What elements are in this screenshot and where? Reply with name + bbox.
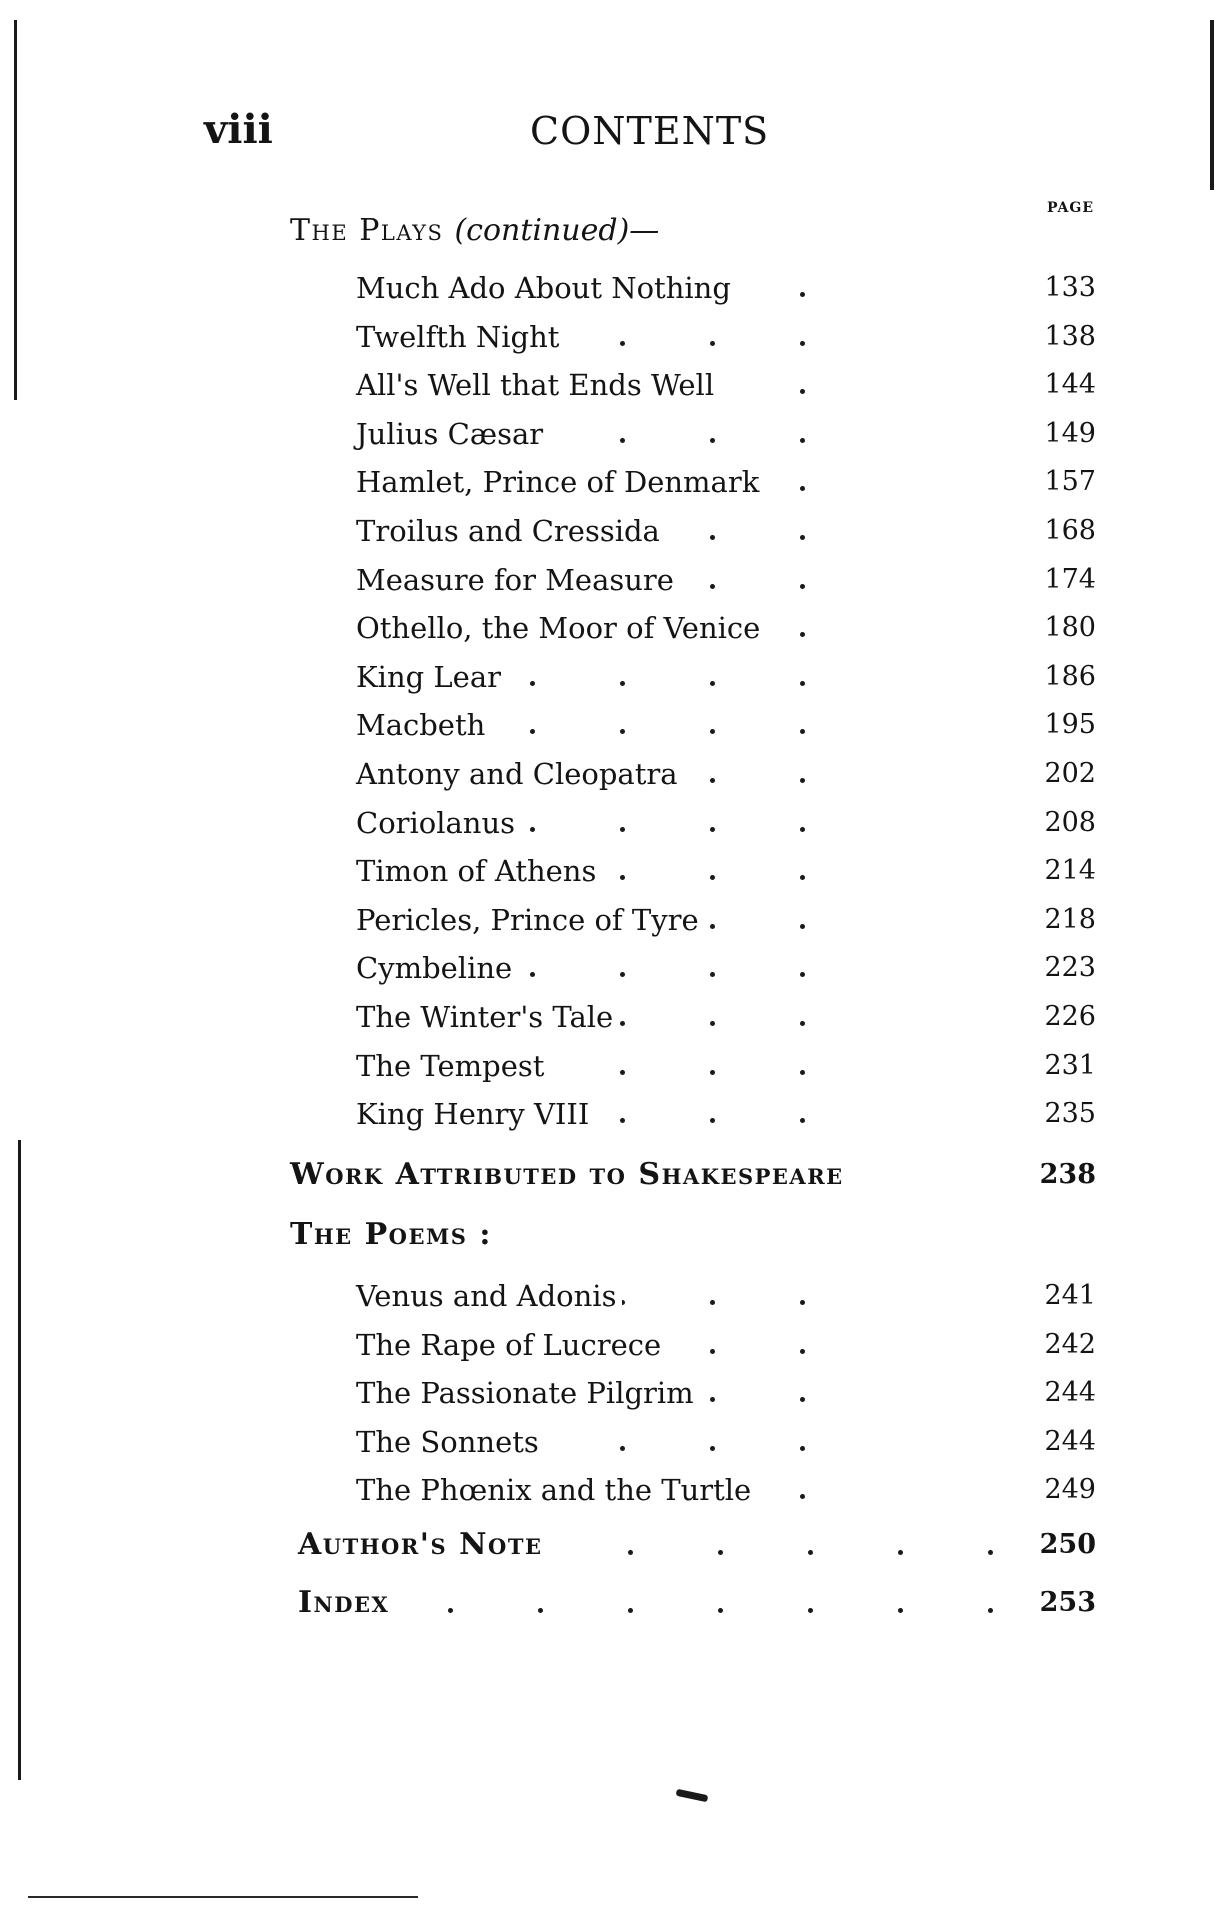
- play-entry-title: All's Well that Ends Well: [356, 365, 720, 405]
- poem-entry: [356, 1470, 1096, 1510]
- leader-dot: [800, 827, 805, 832]
- leader-dot: [800, 438, 805, 443]
- leader-dot: [710, 778, 715, 783]
- leader-dot: [800, 486, 805, 491]
- play-entry-title: Much Ado About Nothing: [356, 268, 737, 308]
- play-entry-title: Julius Cæsar: [356, 414, 549, 454]
- play-entry-page: 223: [1044, 952, 1096, 984]
- play-entry: [356, 414, 1096, 454]
- leader-dot: [620, 875, 625, 880]
- poem-entry-title: Venus and Adonis: [356, 1276, 622, 1316]
- leader-dot: [710, 438, 715, 443]
- play-entry-title: King Lear: [356, 657, 507, 697]
- leader-dot: [800, 729, 805, 734]
- leader-dot: [710, 1349, 715, 1354]
- poem-entry-page: 241: [1044, 1280, 1096, 1311]
- play-entry: [356, 900, 1096, 940]
- poem-entry-title: The Sonnets: [356, 1422, 545, 1462]
- leader-dot: [710, 681, 715, 686]
- plays-heading-label: The Plays: [290, 213, 444, 248]
- play-entry-page: 157: [1044, 466, 1096, 498]
- play-entry-title: Measure for Measure: [356, 560, 680, 600]
- leader-dot: [718, 1550, 723, 1555]
- play-entry: [356, 268, 1096, 308]
- play-entry-title: Pericles, Prince of Tyre: [356, 900, 705, 940]
- leader-dot: [800, 584, 805, 589]
- poem-entry: [356, 1325, 1096, 1365]
- play-entry-title: Macbeth: [356, 705, 491, 745]
- play-entry-page: 195: [1044, 709, 1096, 741]
- attributed-entry: [290, 1154, 1096, 1196]
- index-page: 253: [1039, 1587, 1096, 1618]
- play-entry-page: 208: [1044, 806, 1096, 838]
- play-entry-title: Cymbeline: [356, 948, 518, 988]
- play-entry: [356, 365, 1096, 405]
- play-entry-title: Hamlet, Prince of Denmark: [356, 462, 765, 502]
- play-entry-page: 174: [1044, 563, 1096, 595]
- leader-dot: [530, 729, 535, 734]
- play-entry: [356, 997, 1096, 1037]
- poem-entry-page: 242: [1044, 1328, 1096, 1360]
- page-folio: viii: [204, 106, 273, 153]
- play-entry-title: The Winter's Tale: [356, 997, 619, 1037]
- leader-dot: [800, 1446, 805, 1451]
- index-title: Index: [298, 1585, 390, 1620]
- play-entry-page: 149: [1044, 417, 1096, 449]
- leader-dot: [710, 341, 715, 346]
- index-leader: [298, 1582, 1096, 1624]
- leader-dot: [800, 681, 805, 686]
- leader-dot: [898, 1550, 903, 1555]
- leader-dot: [620, 681, 625, 686]
- signature-mark: [676, 1789, 709, 1803]
- poem-entry-page: 249: [1044, 1474, 1096, 1506]
- play-entry-title: Coriolanus: [356, 803, 521, 843]
- leader-dot: [800, 1494, 805, 1499]
- play-entry: [356, 317, 1096, 357]
- play-entry: [356, 657, 1096, 697]
- play-entry: [356, 705, 1096, 745]
- authors-note-entry: [298, 1524, 1096, 1566]
- play-entry: [356, 608, 1096, 648]
- leader-dot: [620, 1446, 625, 1451]
- leader-dot: [620, 1118, 625, 1123]
- play-entry-page: 186: [1044, 660, 1096, 692]
- leader-dot: [710, 1300, 715, 1305]
- leader-dot: [620, 341, 625, 346]
- poem-entry-page: 244: [1044, 1377, 1096, 1409]
- leader-dot: [710, 875, 715, 880]
- play-entry-page: 138: [1044, 320, 1096, 352]
- play-entry-page: 180: [1044, 612, 1096, 644]
- leader-dot: [800, 924, 805, 929]
- play-entry: [356, 948, 1096, 988]
- leader-dot: [710, 1397, 715, 1402]
- leader-dot: [620, 827, 625, 832]
- left-edge-rule-lower: [18, 1140, 21, 1780]
- poem-entry: [356, 1422, 1096, 1462]
- attributed-title: Work Attributed to Shakespeare: [290, 1157, 844, 1192]
- play-entry-title: King Henry VIII: [356, 1094, 595, 1134]
- page-column-label: PAGE: [1047, 200, 1094, 216]
- play-entry-title: Othello, the Moor of Venice: [356, 608, 766, 648]
- leader-dot: [800, 875, 805, 880]
- leader-dot: [800, 1397, 805, 1402]
- play-entry-title: The Tempest: [356, 1046, 550, 1086]
- leader-dot: [620, 972, 625, 977]
- leader-dot: [538, 1608, 543, 1613]
- leader-dot: [530, 972, 535, 977]
- play-entry-page: 144: [1044, 369, 1096, 401]
- leader-dot: [800, 1118, 805, 1123]
- running-head: CONTENTS: [530, 109, 770, 153]
- poem-entry-title: The Phœnix and the Turtle: [356, 1470, 757, 1510]
- play-entry: [356, 462, 1096, 502]
- leader-dot: [800, 1349, 805, 1354]
- play-entry: [356, 560, 1096, 600]
- play-entry-page: 214: [1044, 855, 1096, 887]
- play-entry: [356, 851, 1096, 891]
- leader-dot: [800, 1300, 805, 1305]
- play-entry-page: 133: [1044, 272, 1096, 303]
- leader-dot: [710, 1070, 715, 1075]
- play-entry-page: 168: [1044, 515, 1096, 546]
- leader-dot: [800, 535, 805, 540]
- play-entry: [356, 1046, 1096, 1086]
- authors-note-title: Author's Note: [298, 1527, 543, 1562]
- leader-dot: [800, 292, 805, 297]
- play-entry: [356, 1094, 1096, 1134]
- leader-dot: [628, 1608, 633, 1613]
- leader-dot: [718, 1608, 723, 1613]
- play-entry-title: Timon of Athens: [356, 851, 602, 891]
- leader-dot: [988, 1608, 993, 1613]
- play-entry-page: 218: [1044, 903, 1096, 935]
- play-entry-page: 231: [1044, 1049, 1096, 1081]
- leader-dot: [628, 1550, 633, 1555]
- right-edge-rule: [1210, 20, 1214, 190]
- poem-entry: [356, 1373, 1096, 1413]
- leader-dot: [710, 1118, 715, 1123]
- index-entry: [298, 1582, 1096, 1624]
- poems-heading: [290, 1217, 492, 1252]
- leader-dot: [988, 1550, 993, 1555]
- play-entry-page: 202: [1044, 758, 1096, 789]
- play-entry-page: 235: [1044, 1098, 1096, 1130]
- leader-dot: [620, 1070, 625, 1075]
- leader-dot: [710, 729, 715, 734]
- play-entry-title: Antony and Cleopatra: [356, 754, 684, 794]
- leader-dot: [898, 1608, 903, 1613]
- leader-dot: [800, 972, 805, 977]
- play-entry-title: Twelfth Night: [356, 317, 565, 357]
- play-entry: [356, 511, 1096, 551]
- leader-dot: [530, 827, 535, 832]
- leader-dot: [620, 729, 625, 734]
- leader-dot: [710, 1021, 715, 1026]
- leader-dot: [800, 341, 805, 346]
- leader-dot: [800, 778, 805, 783]
- leader-dot: [710, 1446, 715, 1451]
- bottom-rule: [28, 1896, 418, 1898]
- plays-heading-continued: (continued)—: [454, 213, 660, 248]
- play-entry: [356, 803, 1096, 843]
- left-edge-rule-upper: [14, 20, 17, 400]
- poem-entry-title: The Rape of Lucrece: [356, 1325, 667, 1365]
- leader-dot: [710, 924, 715, 929]
- plays-heading: [290, 213, 660, 248]
- poem-entry-page: 244: [1044, 1425, 1096, 1457]
- leader-dot: [710, 827, 715, 832]
- play-entry: [356, 754, 1096, 794]
- leader-dot: [448, 1608, 453, 1613]
- play-entry-page: 226: [1044, 1001, 1096, 1032]
- authors-note-page: 250: [1039, 1529, 1096, 1560]
- leader-dot: [808, 1608, 813, 1613]
- leader-dot: [620, 438, 625, 443]
- leader-dot: [710, 584, 715, 589]
- play-entry-title: Troilus and Cressida: [356, 511, 666, 551]
- leader-dot: [808, 1550, 813, 1555]
- poem-entry-title: The Passionate Pilgrim: [356, 1373, 700, 1413]
- leader-dot: [800, 389, 805, 394]
- leader-dot: [800, 1021, 805, 1026]
- leader-dot: [530, 681, 535, 686]
- poem-entry: [356, 1276, 1096, 1316]
- attributed-page: 238: [1039, 1159, 1096, 1190]
- poems-heading-label: The Poems :: [290, 1217, 492, 1252]
- leader-dot: [710, 535, 715, 540]
- leader-dot: [800, 1070, 805, 1075]
- leader-dot: [620, 1021, 625, 1026]
- leader-dot: [800, 632, 805, 637]
- leader-dot: [710, 972, 715, 977]
